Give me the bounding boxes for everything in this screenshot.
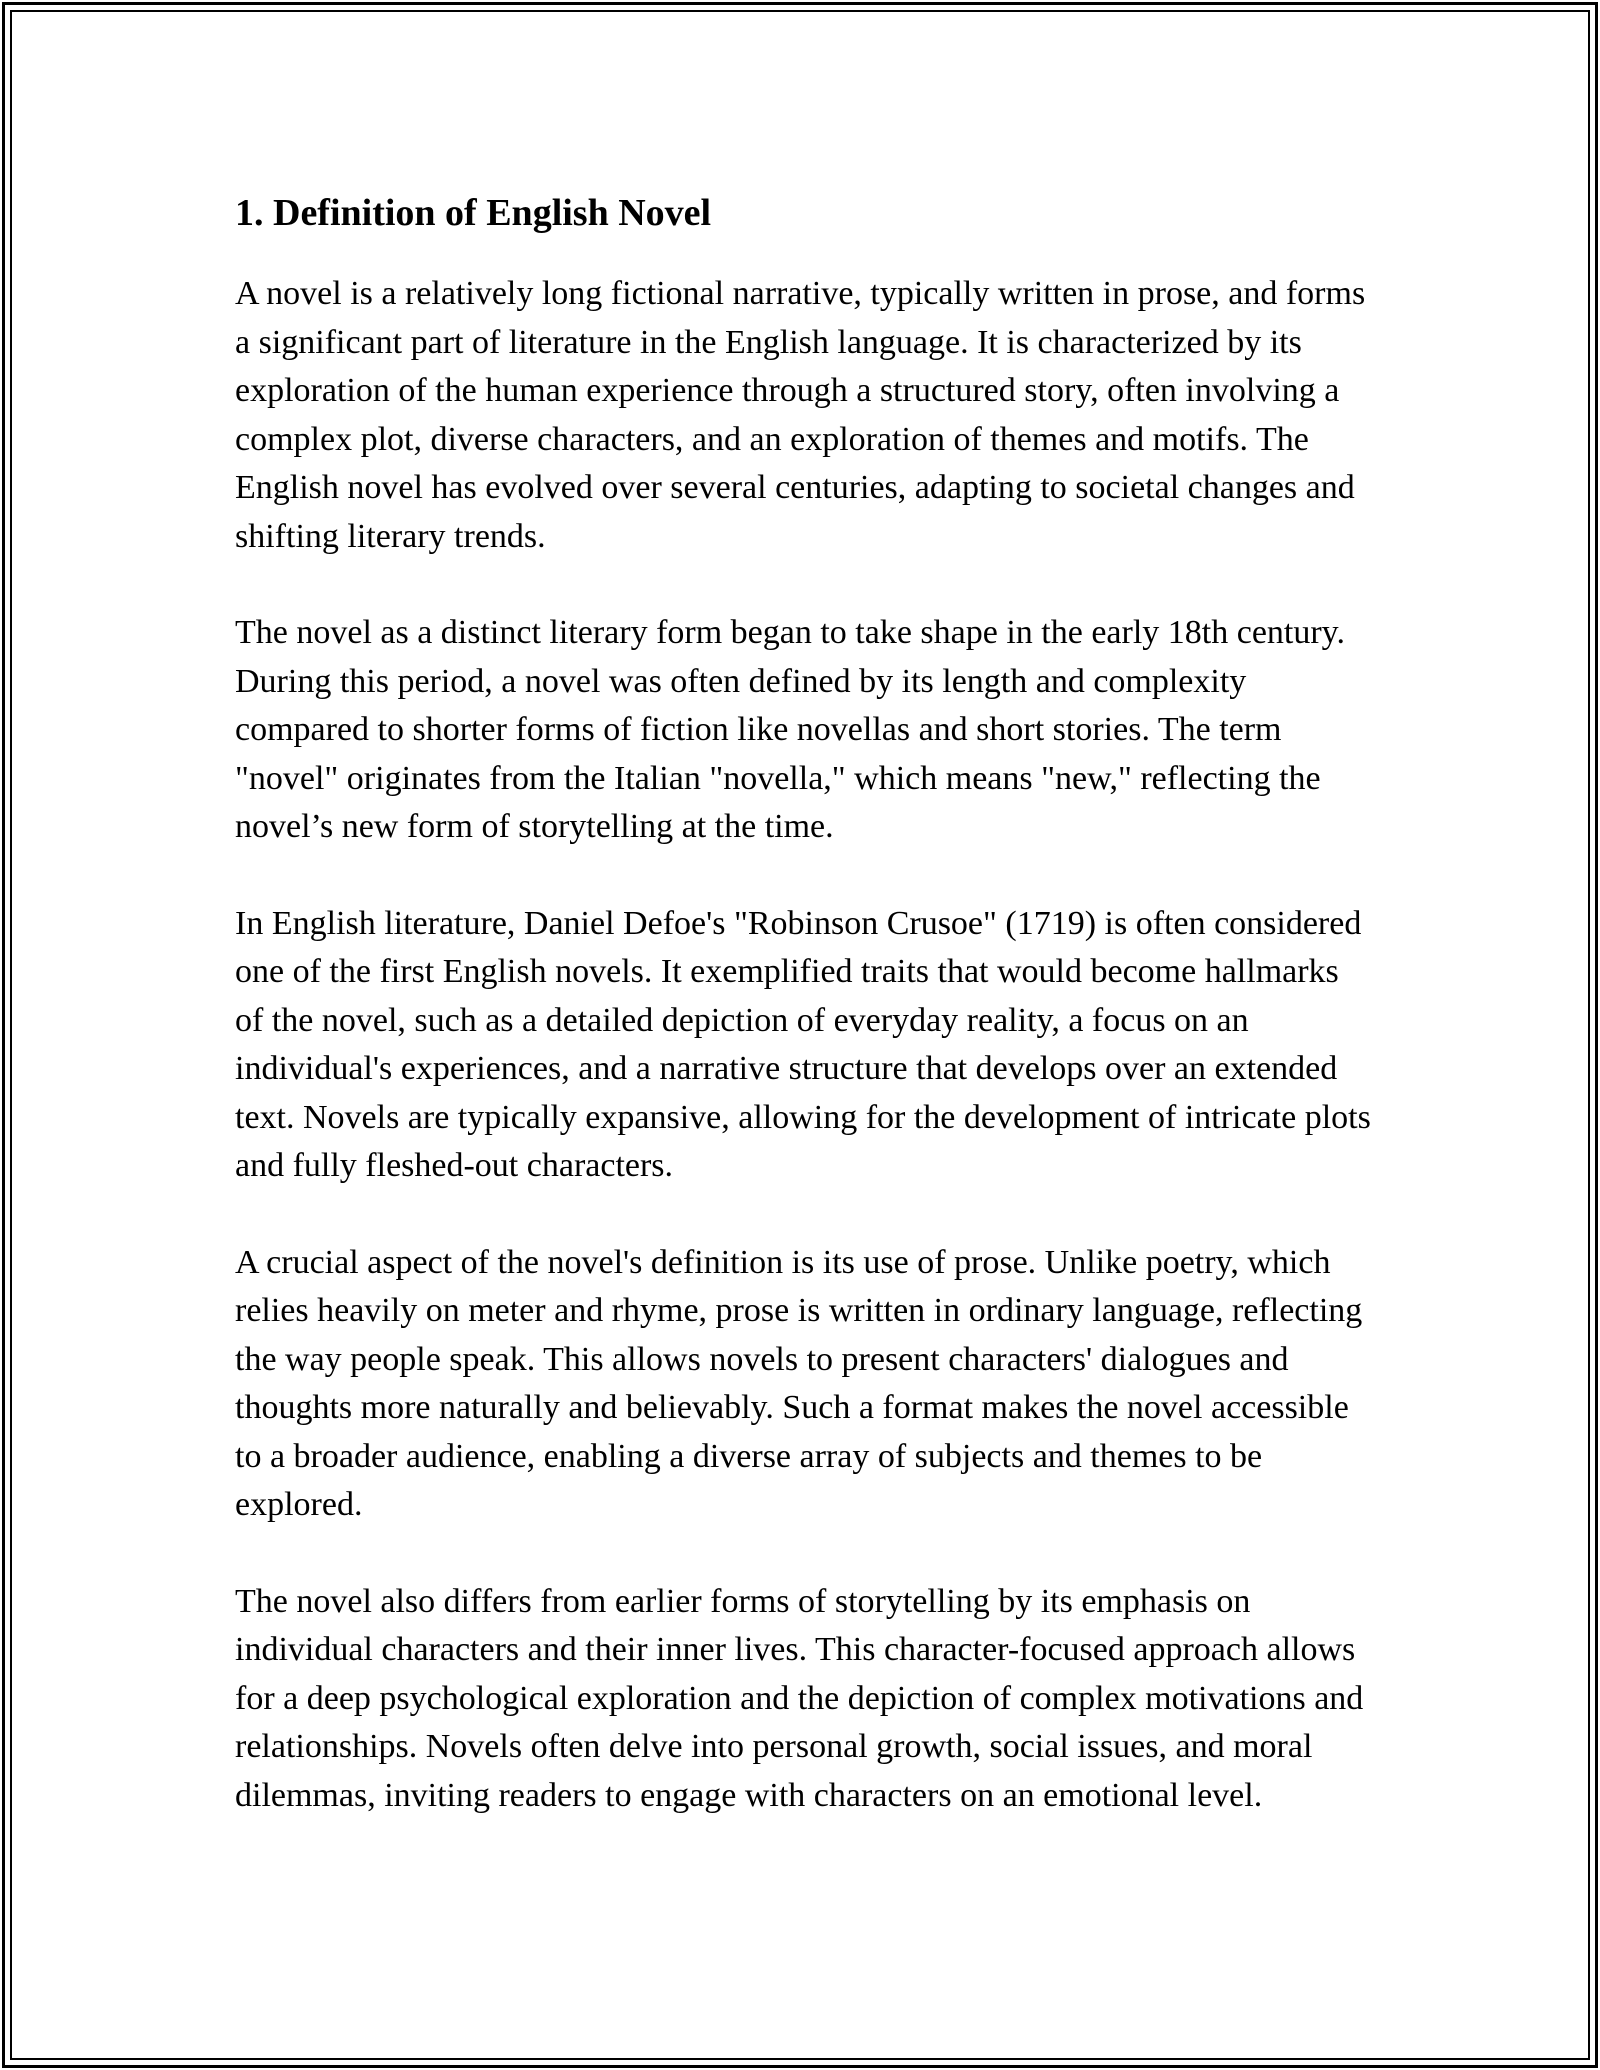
paragraph-3: In English literature, Daniel Defoe's "Robinson Crusoe" (1719) is often considered one of the first English novels. It exemplified traits that would become hallmarks of the novel, such as a detailed depiction of everyday reality, a focus on an individual's experiences, and a narrative structure that develops over an extended text. Novels are typically expansive, allowing for the development of intricate plots and fully fleshed-out characters. xyxy=(235,904,1371,1184)
section-heading: 1. Definition of English Novel xyxy=(235,192,712,234)
paragraph-5: The novel also differs from earlier forms of storytelling by its emphasis on individual characters and their inner lives. This character-focused approach allows for a deep psychological exploration and the depiction of complex motivations and relationships. Novels often delve into personal growth, social issues, and moral dilemmas, inviting readers to engage with characters on an emotional level. xyxy=(235,1582,1364,1814)
paragraph-1: A novel is a relatively long fictional narrative, typically written in prose, and forms a significant part of literature in the English language. It is characterized by its exploration of the human experience through a structured story, often involving a complex plot, diverse characters, and an exploration of themes and motifs. The English novel has evolved over several centuries, adapting to societal changes and shifting literary trends. xyxy=(235,275,1366,555)
paragraph-4: A crucial aspect of the novel's definition is its use of prose. Unlike poetry, which relies heavily on meter and rhyme, prose is written in ordinary language, reflecting the way people speak. This allows novels to present characters' dialogues and thoughts more naturally and believably. Such a format makes the novel accessible to a broader audience, enabling a diverse array of subjects and themes to be explored. xyxy=(235,1243,1363,1523)
paragraph-2: The novel as a distinct literary form began to take shape in the early 18th century. During this period, a novel was often defined by its length and complexity compared to shorter forms of fiction like novellas and short stories. The term "novel" originates from the Italian "novella," which means "new," reflecting the novel’s new form of storytelling at the time. xyxy=(235,614,1345,845)
document-body xyxy=(235,186,1375,1868)
